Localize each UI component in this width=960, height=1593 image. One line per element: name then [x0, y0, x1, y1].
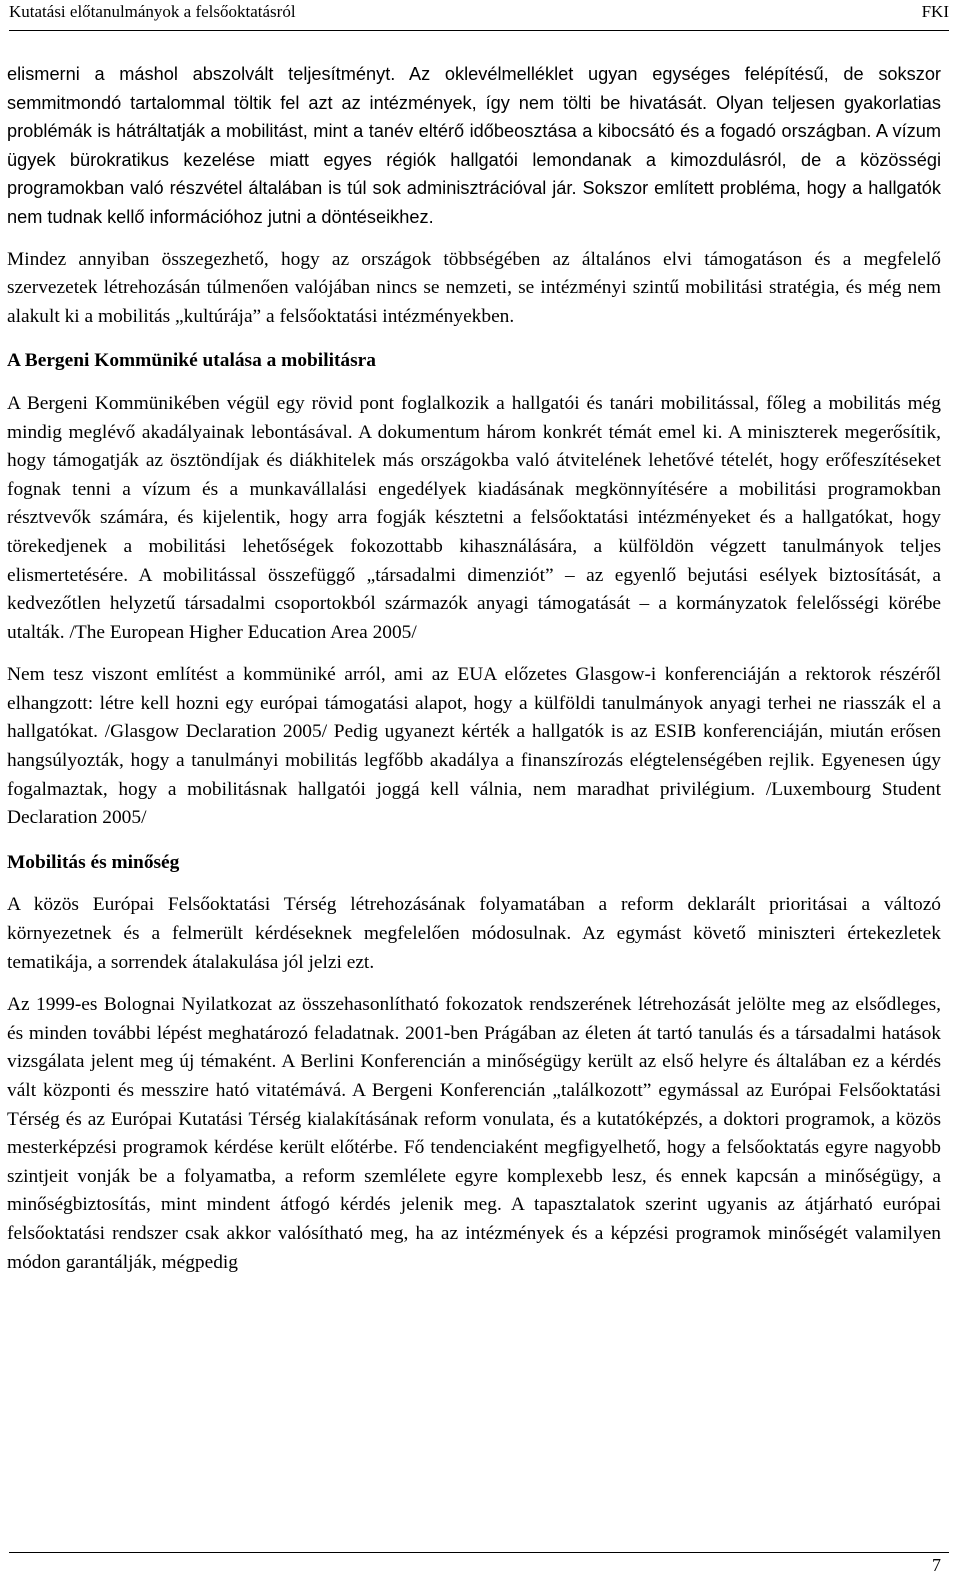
section-heading-quality: Mobilitás és minőség [7, 851, 180, 873]
paragraph-bologna-history: Az 1999-es Bolognai Nyilatkozat az összehasonlítható fokozatok rendszerének létrehozását jelölte meg az elsődleges, és minden további lépést meghatározó feladatnak. 2001-ben Prágában az életen át tartó tanulás és a társadalmi hatások vizsgálata jelent meg új témaként. A Berlini Konferencián a minőségügy került az első helyre és általában ez a kérdés vált központi és messzire ható vitatémává. A Bergeni Konferencián „találkozott” egymással az Európai Felsőoktatási Térség és az Európai Kutatási Térség kialakításának reform vonulata, és a kutatóképzés, a doktori programok, a közös mesterképzési programok kérdése került előtérbe. Fő tendenciaként megfigyelhető, hogy a felsőoktatás egyre nagyobb szintjeit vonják be a folyamatba, a reform szemlélete egyre komplexebb lesz, és ennek kapcsán a minőségügy, a minőségbiztosítás, mint mindent átfogó kérdés jelenik meg. A tapasztalatok szerint ugyanis az átjárható európai felsőoktatási rendszer csak akkor valósítható meg, ha az intézmények és a képzési programok minőségét valamilyen módon garantálják, mégpedig [7, 994, 941, 1273]
section-heading-bergen: A Bergeni Kommüniké utalása a mobilitásra [7, 350, 376, 372]
paragraph-summary: Mindez annyiban összegezhető, hogy az országok többségében az általános elvi támogatáson és a megfelelő szervezetek létrehozásán túlmenően valójában nincs se nemzeti, se intézményi szintű mobilitási stratégia, és még nem alakult ki a mobilitás „kultúrája” a felsőoktatási intézményekben. [7, 248, 941, 327]
footer-divider [9, 1552, 949, 1553]
paragraph-glasgow-declaration: Nem tesz viszont említést a kommüniké arról, ami az EUA előzetes Glasgow-i konferenciáján a rektorok részéről elhangzott: létre kell hozni egy európai támogatási alapot, hogy a külföldi tanulmányok anyagi terhei ne riasszák el a hallgatókat. /Glasgow Declaration 2005/ Pedig ugyanezt kérték a hallgatók is az ESIB konferenciáján, miután erősen hangsúlyozták, hogy a tanulmányi mobilitás legfőbb akadálya a finanszírozás elégtelenségében rejlik. Egyenesen úgy fogalmaztak, hogy a mobilitásnak hallgatói joggá kell válnia, nem maradhat privilégium. /Luxembourg Student Declaration 2005/ [7, 664, 941, 829]
document-body [7, 60, 941, 1291]
page-header [9, 0, 949, 31]
paragraph-mobility-obstacles: elismerni a máshol abszolvált teljesítményt. Az oklevélmelléklet ugyan egységes felépítésű, de sokszor semmitmondó tartalommal töltik fel azt az intézmények, így nem tölti be hivatását. Olyan teljesen gyakorlatias problémák is hátráltatják a mobilitást, mint a tanév eltérő időbeosztása a kibocsátó és a fogadó országban. A vízum ügyek bürokratikus kezelése miatt egyes régiók hallgatói lemondanak a kimozdulásról, de a közösségi programokban való részvétel általában is túl sok adminisztrációval jár. Sokszor említett probléma, hogy a hallgatók nem tudnak kellő információhoz jutni a döntéseikhez. [7, 64, 941, 227]
header-title: Kutatási előtanulmányok a felsőoktatásról [9, 2, 296, 21]
paragraph-ehea-priorities: A közös Európai Felsőoktatási Térség létrehozásának folyamatában a reform deklarált prioritásai a változó környezetnek és a felmerült kérdéseknek megfelelően módosulnak. Az egymást követő miniszteri értekezletek tematikája, a sorrendek átalakulása jól jelzi ezt. [7, 894, 941, 973]
page-number: 7 [932, 1555, 941, 1575]
header-institution: FKI [921, 2, 949, 21]
paragraph-bergen-communique: A Bergeni Kommünikében végül egy rövid pont foglalkozik a hallgatói és tanári mobilitással, főleg a mobilitás még mindig meglévő akadályainak lebontásával. A dokumentum három konkrét témát emel ki. A miniszterek megerősítik, hogy támogatják az ösztöndíjak és diákhitelek más országokba való átvitelének lehetővé tételét, hogy erőfeszítéseket fognak tenni a vízum és a munkavállalási engedélyek kiadásának megkönnyítésére a mobilitási programokban résztvevők számára, és kijelentik, hogy arra fogják késztetni a felsőoktatási intézményeket és a hallgatókat, hogy törekedjenek a mobilitási lehetőségek fokozottabb kihasználására, a külföldön végzett tanulmányok teljes elismertetésére. A mobilitással összefüggő „társadalmi dimenziót” – az egyenlő bejutási esélyek biztosítását, a kedvezőtlen helyzetű társadalmi csoportokból származók anyagi támogatását – a kormányzatok felelősségi körébe utalták. /The European Higher Education Area 2005/ [7, 392, 941, 643]
